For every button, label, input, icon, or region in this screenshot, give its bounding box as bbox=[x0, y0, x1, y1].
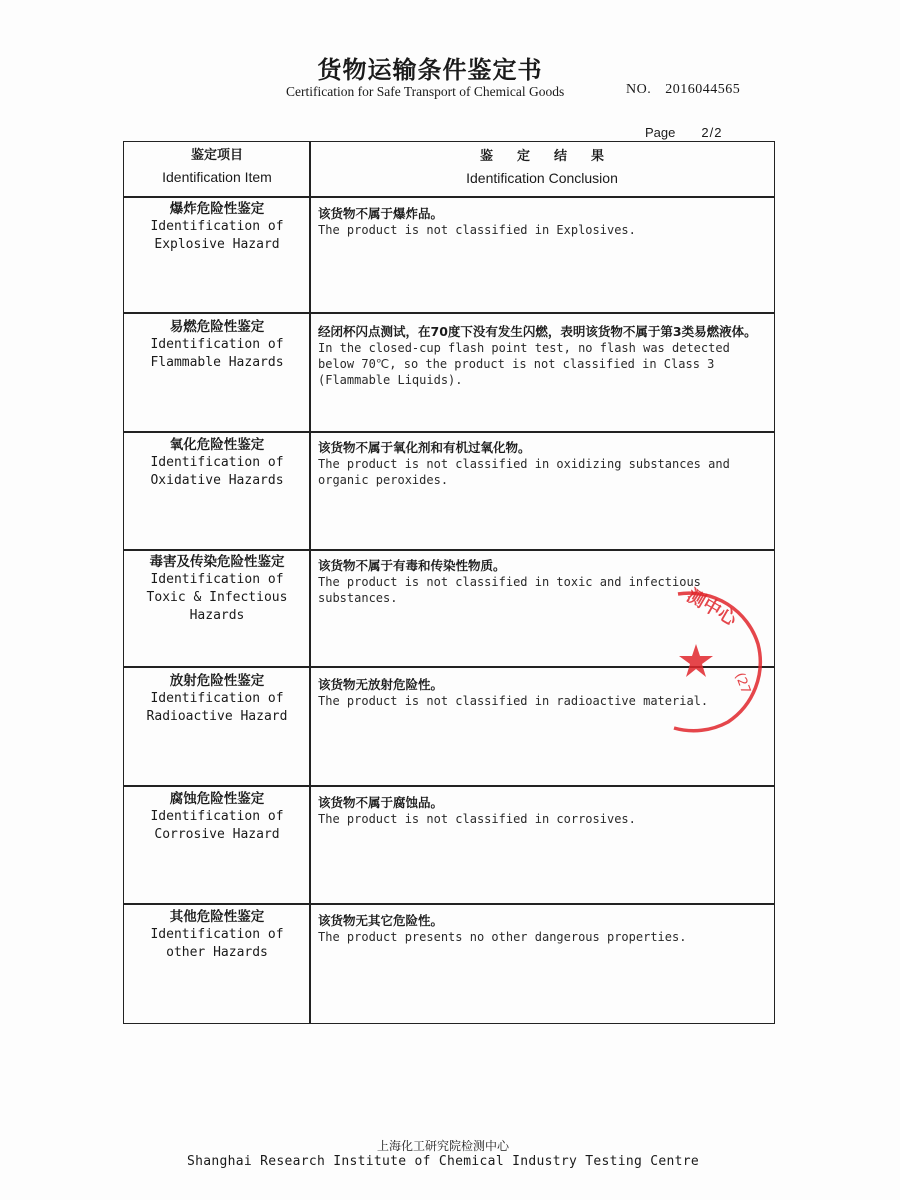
conclusion-cell bbox=[318, 323, 768, 388]
document-title-en: Certification for Safe Transport of Chemical Goods bbox=[286, 84, 565, 99]
item-name-en: Identification of Toxic & Infectious Hazards bbox=[146, 572, 288, 623]
conclusion-cn: 该货物不属于氧化剂和有机过氧化物。 bbox=[318, 440, 531, 455]
item-name-en: Identification of Radioactive Hazard bbox=[146, 691, 288, 724]
header-item-en: Identification Item bbox=[162, 169, 272, 185]
conclusion-cell bbox=[318, 557, 768, 606]
item-name-cn: 腐蚀危险性鉴定 bbox=[169, 791, 265, 807]
conclusion-cn: 该货物不属于爆炸品。 bbox=[318, 206, 444, 221]
header-item-cn: 鉴定项目 bbox=[190, 148, 243, 163]
row-divider bbox=[124, 903, 774, 905]
item-name-cn: 易燃危险性鉴定 bbox=[169, 319, 265, 335]
conclusion-cn: 该货物不属于腐蚀品。 bbox=[318, 795, 444, 810]
row-divider bbox=[124, 196, 774, 198]
page-number-value: 2/2 bbox=[701, 125, 723, 140]
certificate-number-label: NO. bbox=[626, 82, 652, 97]
page-number bbox=[645, 125, 722, 140]
item-name-en: Identification of Explosive Hazard bbox=[150, 219, 284, 252]
row-divider bbox=[124, 549, 774, 551]
conclusion-en: The product presents no other dangerous properties. bbox=[318, 930, 687, 944]
certificate-number-value: 2016044565 bbox=[665, 82, 741, 97]
item-cell bbox=[124, 908, 310, 962]
item-cell bbox=[124, 436, 310, 490]
item-name-en: Identification of Corrosive Hazard bbox=[150, 809, 284, 842]
conclusion-en: The product is not classified in oxidizing substances and organic peroxides. bbox=[318, 457, 730, 487]
seal-text: 测中心 bbox=[682, 585, 741, 631]
conclusion-en: The product is not classified in Explosives. bbox=[318, 223, 636, 237]
identification-table bbox=[123, 141, 775, 1024]
conclusion-cell bbox=[318, 439, 768, 488]
row-divider bbox=[124, 312, 774, 314]
item-name-cn: 毒害及传染危险性鉴定 bbox=[149, 554, 285, 570]
header-item-cell bbox=[124, 148, 310, 187]
conclusion-en: In the closed-cup flash point test, no flash was detected below 70℃, so the product is not classified in Class 3 (Flammable Liquids). bbox=[318, 341, 730, 387]
item-name-en: Identification of Oxidative Hazards bbox=[150, 455, 284, 488]
header-conclusion-en: Identification Conclusion bbox=[466, 170, 618, 186]
header-conclusion-cell bbox=[310, 149, 774, 188]
conclusion-cn: 该货物不属于有毒和传染性物质。 bbox=[318, 558, 506, 573]
conclusion-cn: 经闭杯闪点测试，在70度下没有发生闪燃，表明该货物不属于第3类易燃液体。 bbox=[318, 324, 757, 339]
conclusion-en: The product is not classified in toxic and infectious substances. bbox=[318, 575, 701, 605]
item-cell bbox=[124, 790, 310, 844]
conclusion-en: The product is not classified in radioactive material. bbox=[318, 694, 709, 708]
conclusion-cell bbox=[318, 205, 768, 238]
page-number-label: Page bbox=[645, 125, 676, 140]
item-name-en: Identification of Flammable Hazards bbox=[150, 337, 284, 370]
item-cell bbox=[124, 200, 310, 254]
conclusion-en: The product is not classified in corrosives. bbox=[318, 812, 636, 826]
conclusion-cell bbox=[318, 794, 768, 827]
conclusion-cell bbox=[318, 676, 768, 709]
header-conclusion-cn: 鉴定结果 bbox=[479, 149, 628, 164]
conclusion-cn: 该货物无其它危险性。 bbox=[318, 913, 444, 928]
item-name-cn: 氧化危险性鉴定 bbox=[169, 437, 265, 453]
item-cell bbox=[124, 672, 310, 726]
item-name-cn: 爆炸危险性鉴定 bbox=[169, 201, 265, 217]
item-name-en: Identification of other Hazards bbox=[150, 927, 284, 960]
item-cell bbox=[124, 318, 310, 372]
conclusion-cn: 该货物无放射危险性。 bbox=[318, 677, 444, 692]
conclusion-cell bbox=[318, 912, 768, 945]
document-title-cn: 货物运输条件鉴定书 bbox=[317, 55, 543, 84]
certificate-number bbox=[626, 82, 740, 98]
row-divider bbox=[124, 666, 774, 668]
item-name-cn: 放射危险性鉴定 bbox=[169, 673, 265, 689]
item-cell bbox=[124, 553, 310, 625]
row-divider bbox=[124, 431, 774, 433]
footer-organization-cn: 上海化工研究院检测中心 bbox=[376, 1139, 509, 1153]
row-divider bbox=[124, 785, 774, 787]
svg-text:(27: (27 bbox=[731, 670, 753, 697]
footer-organization-en: Shanghai Research Institute of Chemical Industry Testing Centre bbox=[187, 1154, 699, 1169]
item-name-cn: 其他危险性鉴定 bbox=[169, 909, 265, 925]
